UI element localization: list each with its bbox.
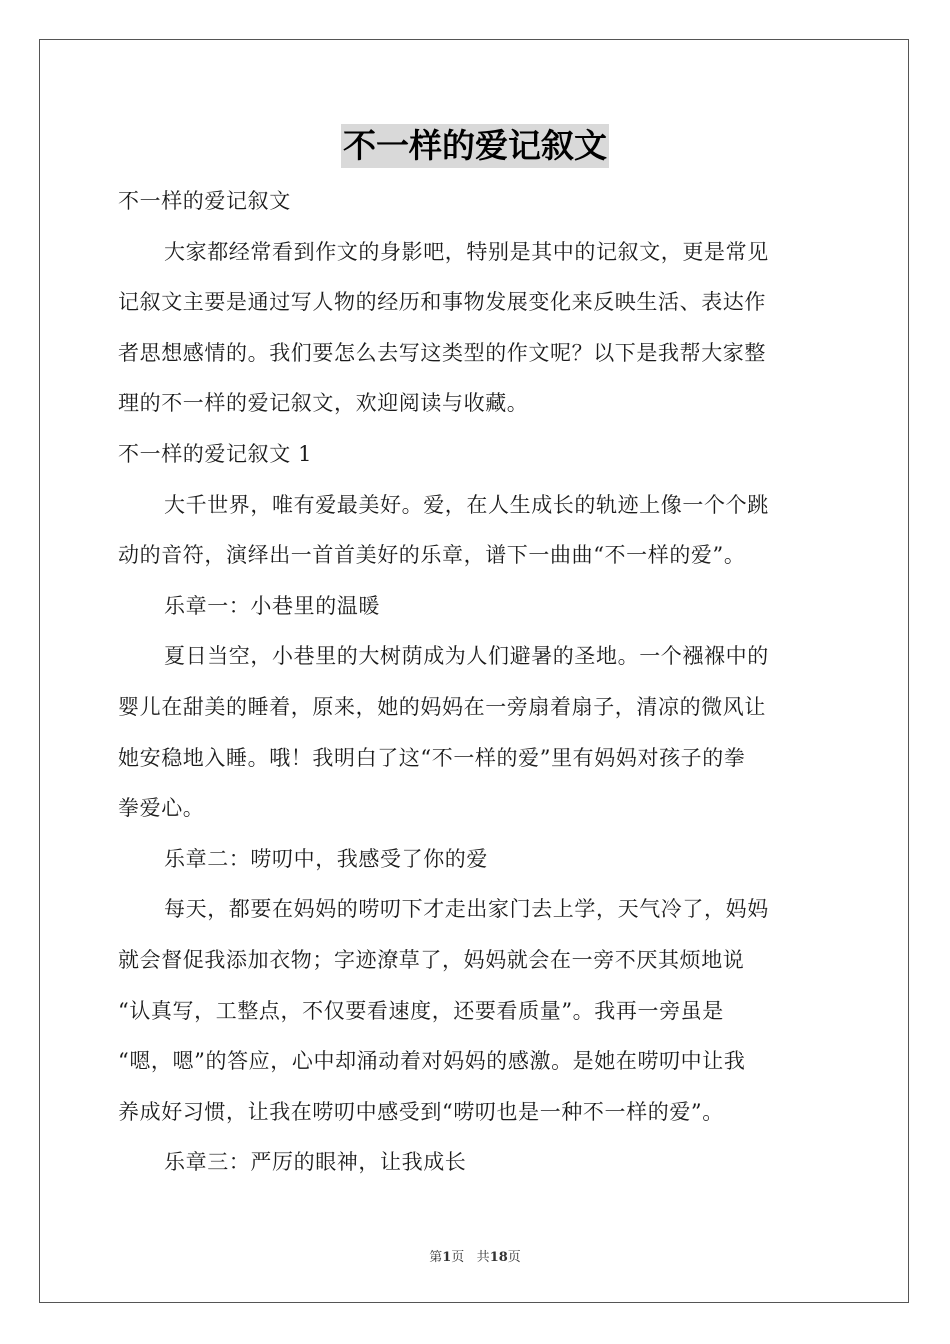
text-line: 就会督促我添加衣物；字迹潦草了，妈妈就会在一旁不厌其烦地说 [118,947,745,972]
text-line: 大家都经常看到作文的身影吧，特别是其中的记叙文，更是常见 [164,239,769,264]
text-line: “嗯，嗯”的答应，心中却涌动着对妈妈的感激。是她在唠叨中让我 [118,1049,746,1074]
text-line: 婴儿在甜美的睡着，原来，她的妈妈在一旁扇着扇子，清凉的微风让 [118,694,766,719]
footer-page-prefix: 第 [429,1250,443,1265]
document-body [118,176,834,1188]
text-line: 不一样的爱记叙文 [118,189,291,213]
text-line: 每天，都要在妈妈的唠叨下才走出家门去上学，天气冷了，妈妈 [164,897,769,922]
text-line: 夏日当空，小巷里的大树荫成为人们避暑的圣地。一个襁褓中的 [164,644,769,669]
footer-page-suffix: 页 [451,1250,465,1265]
footer-total-pages: 18 [489,1250,508,1265]
text-line: 乐章一：小巷里的温暖 [164,593,380,618]
title-container [0,124,950,168]
text-line: 者思想感情的。我们要怎么去写这类型的作文呢？以下是我帮大家整 [118,340,766,365]
text-line: 乐章三：严厉的眼神，让我成长 [164,1150,467,1175]
text-line: 她安稳地入睡。哦！我明白了这“不一样的爱”里有妈妈对孩子的拳 [118,745,746,770]
footer-total-prefix: 共 [476,1250,490,1265]
footer-page-number: 1 [442,1250,452,1265]
text-line: 拳爱心。 [118,796,205,821]
text-line: 养成好习惯，让我在唠叨中感受到“唠叨也是一种不一样的爱”。 [118,1099,724,1124]
page-footer [0,1246,950,1265]
text-line: 动的音符，演绎出一首首美好的乐章，谱下一曲曲“不一样的爱”。 [118,543,746,568]
text-line: 理的不一样的爱记叙文，欢迎阅读与收藏。 [118,391,529,416]
text-line: 乐章二：唠叨中，我感受了你的爱 [164,846,488,871]
text-line: 不一样的爱记叙文 1 [118,441,313,466]
document-title: 不一样的爱记叙文 [341,124,609,168]
text-line: 记叙文主要是通过写人物的经历和事物发展变化来反映生活、表达作 [118,290,766,315]
footer-total-suffix: 页 [507,1250,521,1265]
text-line: “认真写，工整点，不仅要看速度，还要看质量”。我再一旁虽是 [118,998,724,1023]
text-line: 大千世界，唯有爱最美好。爱，在人生成长的轨迹上像一个个跳 [164,492,769,517]
